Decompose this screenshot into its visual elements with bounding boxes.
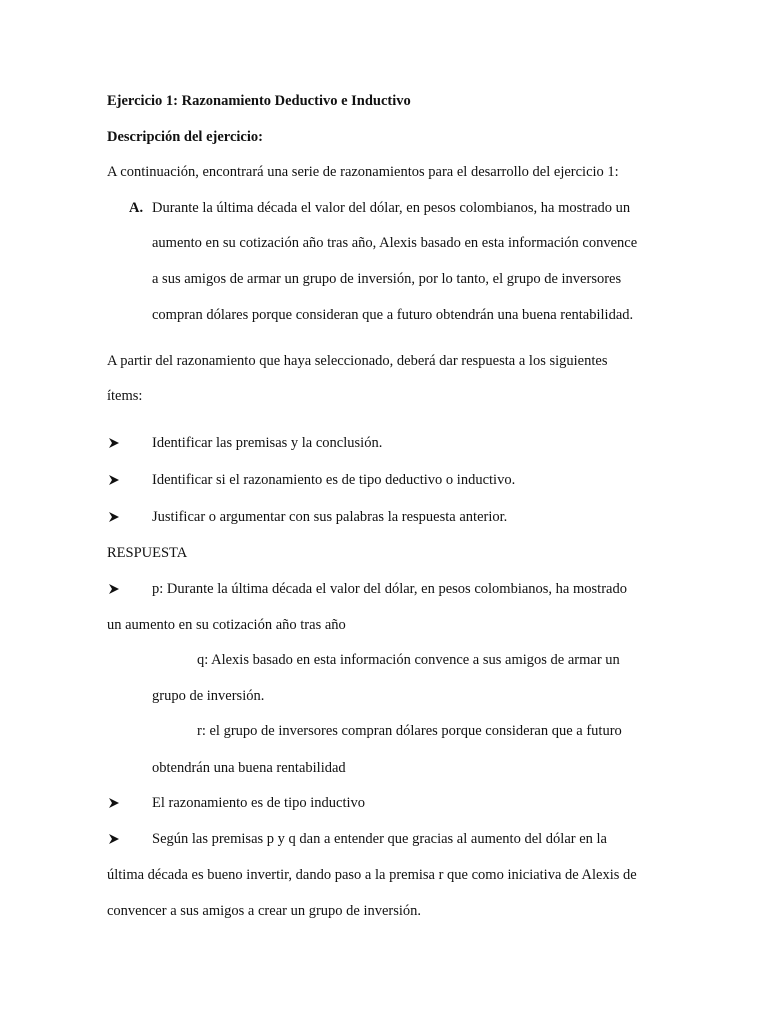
document-title: Ejercicio 1: Razonamiento Deductivo e Inductivo	[107, 93, 411, 109]
premise-q-line: q: Alexis basado en esta información convence a sus amigos de armar un	[197, 652, 620, 668]
task-item: Identificar si el razonamiento es de tipo deductivo o inductivo.	[152, 472, 516, 488]
arrow-bullet-icon	[108, 434, 120, 452]
item-a-line: a sus amigos de armar un grupo de inversión, por lo tanto, el grupo de inversores	[152, 271, 622, 287]
intro-text: A continuación, encontrará una serie de razonamientos para el desarrollo del ejercicio 1:	[107, 164, 619, 180]
instruction-line: ítems:	[107, 388, 143, 404]
item-a-line: aumento en su cotización año tras año, Alexis basado en esta información convence	[152, 235, 638, 251]
premise-q-line: grupo de inversión.	[152, 688, 265, 704]
instruction-line: A partir del razonamiento que haya seleccionado, deberá dar respuesta a los siguientes	[107, 353, 608, 369]
justification-line: Según las premisas p y q dan a entender que gracias al aumento del dólar en la	[152, 831, 607, 847]
arrow-bullet-icon	[108, 794, 120, 812]
premise-p-line: un aumento en su cotización año tras año	[107, 617, 346, 633]
premise-p-line: p: Durante la última década el valor del dólar, en pesos colombianos, ha mostrado	[152, 581, 627, 597]
arrow-bullet-icon	[108, 471, 120, 489]
type-answer: El razonamiento es de tipo inductivo	[152, 795, 366, 811]
justification-line: convencer a sus amigos a crear un grupo de inversión.	[107, 903, 422, 919]
answer-heading: RESPUESTA	[107, 545, 188, 561]
arrow-bullet-icon	[108, 830, 120, 848]
justification-line: última década es bueno invertir, dando paso a la premisa r que como iniciativa de Alexis de	[107, 867, 637, 883]
task-item: Identificar las premisas y la conclusión.	[152, 435, 383, 451]
task-item: Justificar o argumentar con sus palabras la respuesta anterior.	[152, 509, 508, 525]
description-heading: Descripción del ejercicio:	[107, 129, 263, 145]
premise-r-line: r: el grupo de inversores compran dólares porque consideran que a futuro	[197, 723, 622, 739]
arrow-bullet-icon	[108, 580, 120, 598]
item-a-line: compran dólares porque consideran que a futuro obtendrán una buena rentabilidad.	[152, 307, 634, 323]
premise-r-line: obtendrán una buena rentabilidad	[152, 760, 346, 776]
item-a-line: Durante la última década el valor del dólar, en pesos colombianos, ha mostrado un	[152, 200, 631, 216]
item-a-marker: A.	[129, 200, 144, 216]
arrow-bullet-icon	[108, 508, 120, 526]
